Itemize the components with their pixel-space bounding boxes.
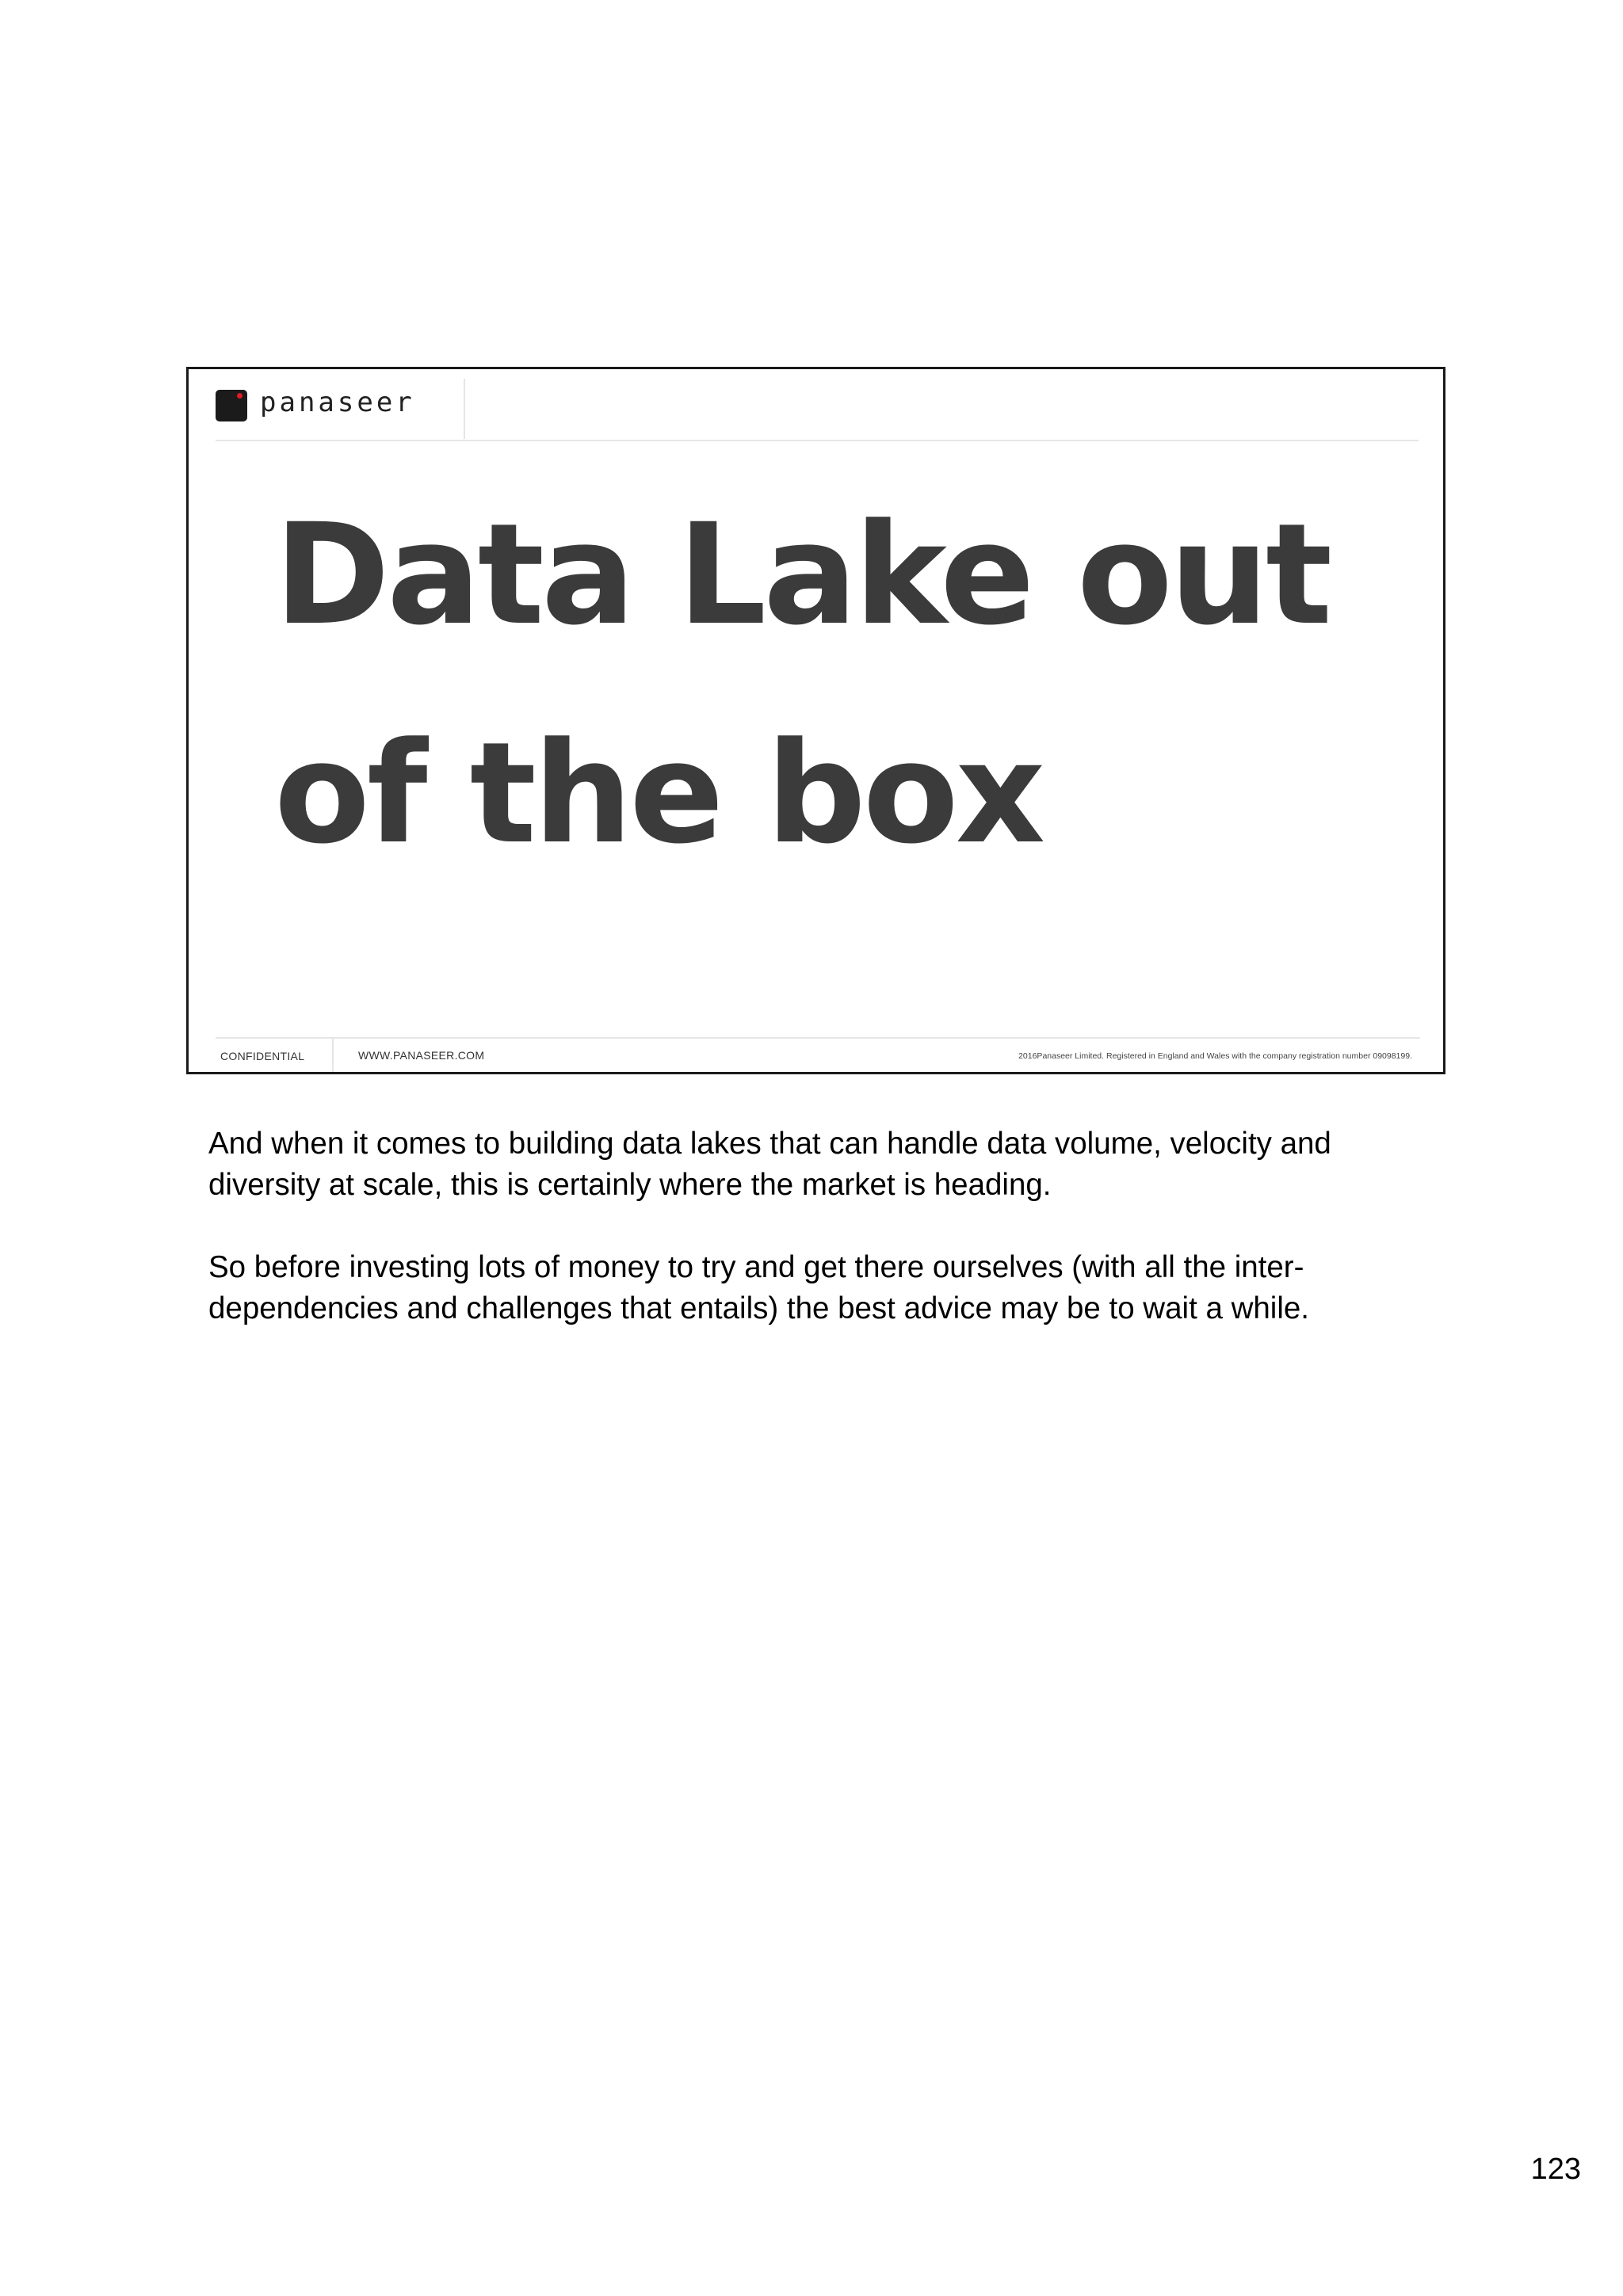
footer-legal-notice: 2016Panaseer Limited. Registered in England and Wales with the company registration number 09098199. — [1018, 1051, 1412, 1061]
slide-footer — [216, 1037, 1420, 1072]
notes-paragraph-1-line-1: And when it comes to building data lakes that can handle data volume, velocity and — [208, 1127, 1331, 1161]
panaseer-logo-icon — [216, 390, 247, 421]
brand-name: panaseer — [260, 387, 415, 418]
notes-paragraph-2-line-2: dependencies and challenges that entails) the best advice may be to wait a while. — [208, 1291, 1310, 1325]
notes-paragraph-2-line-1: So before investing lots of money to try and get there ourselves (with all the inter- — [208, 1250, 1304, 1284]
slide-header — [216, 369, 1419, 441]
page-number: 123 — [1530, 2153, 1581, 2186]
logo-accent-dot — [237, 393, 242, 399]
footer-confidential: CONFIDENTIAL — [220, 1050, 305, 1062]
slide-thumbnail — [186, 367, 1445, 1074]
notes-paragraph-1-line-2: diversity at scale, this is certainly where the market is heading. — [208, 1168, 1052, 1202]
slide-title — [274, 466, 1384, 903]
slide-title-line-1: Data Lake out — [274, 494, 1330, 656]
header-divider — [464, 379, 465, 439]
footer-url: WWW.PANASEER.COM — [358, 1049, 485, 1062]
notes-paragraph-1 — [208, 1123, 1445, 1206]
speaker-notes — [208, 1123, 1445, 1329]
notes-paragraph-2 — [208, 1247, 1445, 1329]
footer-divider — [332, 1039, 334, 1072]
slide-title-line-2: of the box — [274, 712, 1043, 875]
